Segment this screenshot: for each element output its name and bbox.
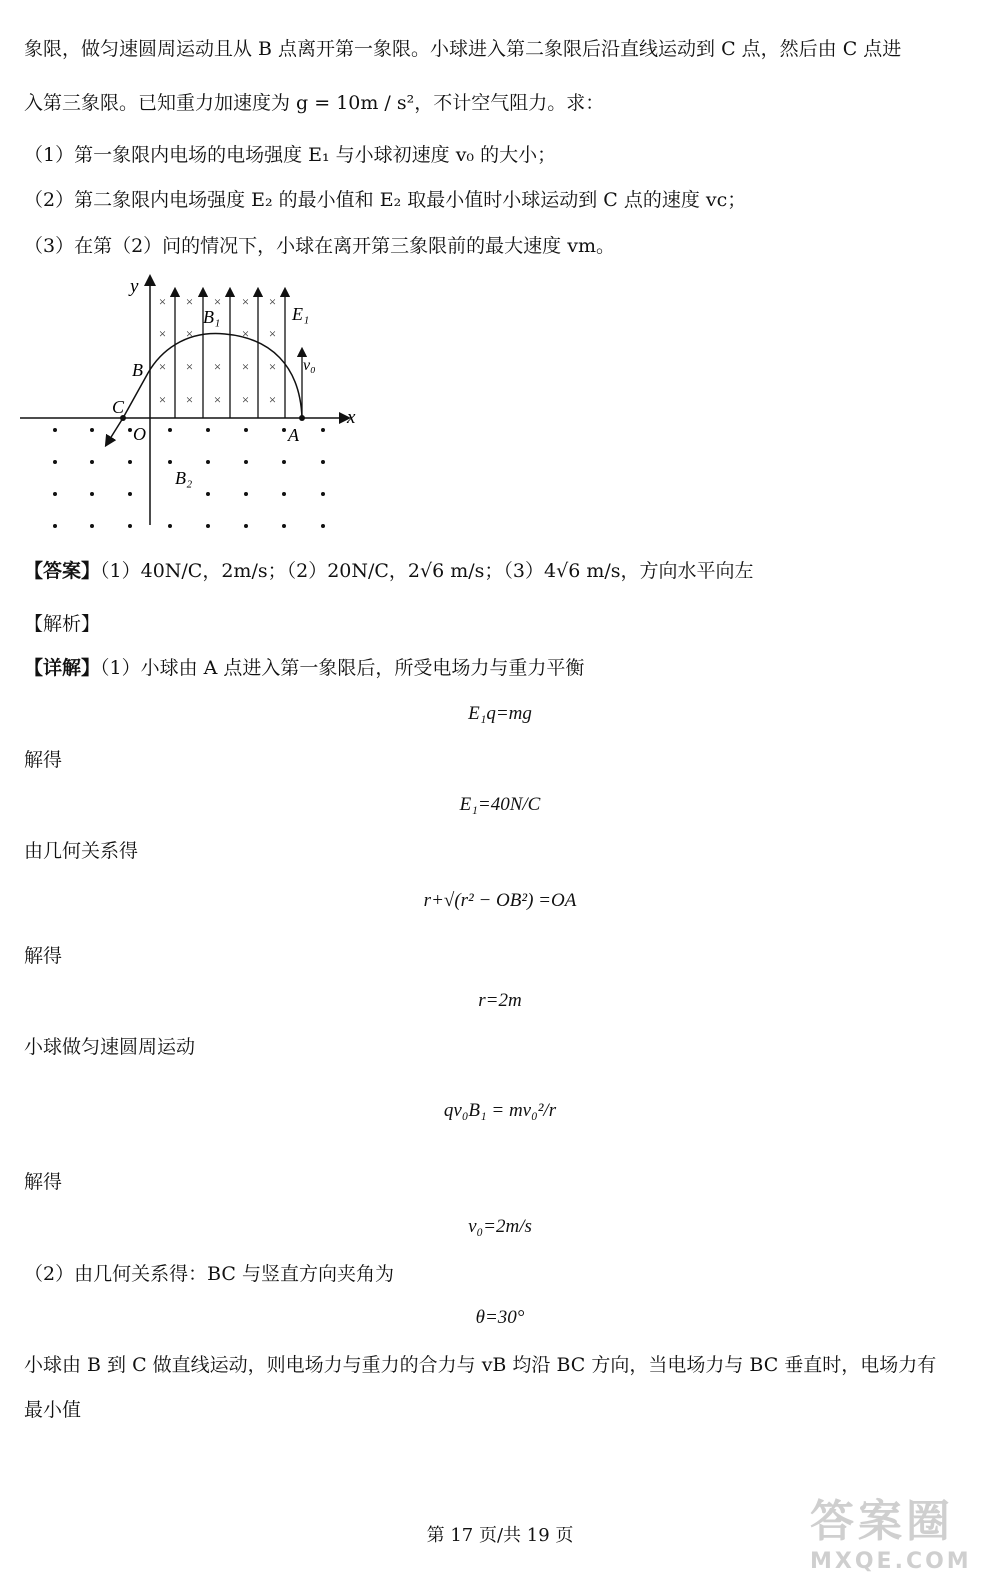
equation-7: θ=30° [475, 1307, 525, 1328]
problem-line-1: 象限，做匀速圆周运动且从 B 点离开第一象限。小球进入第二象限后沿直线运动到 C 点，然后由 C 点进 [24, 38, 902, 60]
watermark-top: 答案圈 [810, 1496, 954, 1547]
part-2-text-b: 最小值 [24, 1399, 82, 1421]
svg-text:×: × [268, 326, 277, 341]
label-C: C [112, 397, 125, 417]
detail-tag: 【详解】 [24, 657, 101, 679]
circular-motion-label: 小球做匀速圆周运动 [24, 1036, 196, 1058]
svg-text:×: × [268, 359, 277, 374]
label-v0: v₀ [303, 357, 316, 374]
part-2-intro: （2）由几何关系得：BC 与竖直方向夹角为 [24, 1263, 394, 1285]
svg-text:×: × [185, 326, 194, 341]
detail-intro-line [24, 655, 584, 681]
question-1: （1）第一象限内电场的电场强度 E₁ 与小球初速度 v₀ 的大小； [24, 144, 557, 166]
svg-text:×: × [185, 392, 194, 407]
svg-text:×: × [241, 359, 250, 374]
geometry-label-1: 由几何关系得 [24, 840, 139, 862]
equation-4: r=2m [478, 990, 522, 1011]
svg-text:×: × [241, 326, 250, 341]
label-B: B [132, 360, 143, 380]
solve-label-2: 解得 [24, 945, 63, 967]
equation-1: E₁q=mg [468, 703, 532, 724]
svg-text:×: × [185, 359, 194, 374]
svg-text:×: × [158, 359, 167, 374]
question-3: （3）在第（2）问的情况下，小球在离开第三象限前的最大速度 vm。 [24, 235, 615, 257]
svg-text:×: × [241, 294, 250, 309]
solve-label-1: 解得 [24, 749, 63, 771]
svg-text:×: × [158, 294, 167, 309]
answer-text: （1）40N/C，2m/s；（2）20N/C，2√6 m/s；（3）4√6 m/s，方向水平向左 [100, 560, 754, 582]
question-2: （2）第二象限内电场强度 E₂ 的最小值和 E₂ 取最小值时小球运动到 C 点的速度 vc； [24, 189, 747, 211]
field-diagram [20, 270, 365, 540]
answer-tag: 【答案】 [24, 560, 101, 582]
svg-text:×: × [158, 326, 167, 341]
label-x: x [347, 407, 356, 428]
solve-label-3: 解得 [24, 1171, 63, 1193]
equation-5: qv₀B₁ = mv₀²/r [443, 1100, 557, 1121]
label-A: A [288, 425, 299, 445]
watermark-logo [810, 1485, 980, 1574]
equation-2: E₁=40N/C [459, 794, 541, 815]
analysis-tag: 【解析】 [24, 613, 101, 635]
page-footer: 第 17 页/共 19 页 [426, 1525, 574, 1546]
label-O: O [133, 424, 146, 444]
svg-text:×: × [158, 392, 167, 407]
answer-line [24, 558, 754, 584]
svg-text:×: × [213, 392, 222, 407]
svg-text:×: × [213, 359, 222, 374]
label-E1: E₁ [292, 304, 310, 324]
svg-text:×: × [268, 294, 277, 309]
svg-text:×: × [185, 294, 194, 309]
label-B1: B₁ [203, 307, 221, 327]
label-y: y [130, 276, 139, 297]
detail-intro: （1）小球由 A 点进入第一象限后，所受电场力与重力平衡 [100, 657, 585, 679]
svg-text:×: × [213, 294, 222, 309]
equation-3: r+√(r² − OB²) =OA [423, 890, 577, 911]
svg-text:×: × [268, 392, 277, 407]
equation-6: v₀=2m/s [468, 1216, 532, 1237]
watermark-bottom: MXQE.COM [810, 1549, 972, 1574]
svg-text:×: × [241, 392, 250, 407]
part-2-text-a: 小球由 B 到 C 做直线运动，则电场力与重力的合力与 vB 均沿 BC 方向，当电场力与 BC 垂直时，电场力有 [24, 1354, 937, 1376]
label-B2: B₂ [175, 468, 193, 488]
problem-line-2: 入第三象限。已知重力加速度为 g = 10m / s²，不计空气阻力。求： [24, 92, 605, 114]
